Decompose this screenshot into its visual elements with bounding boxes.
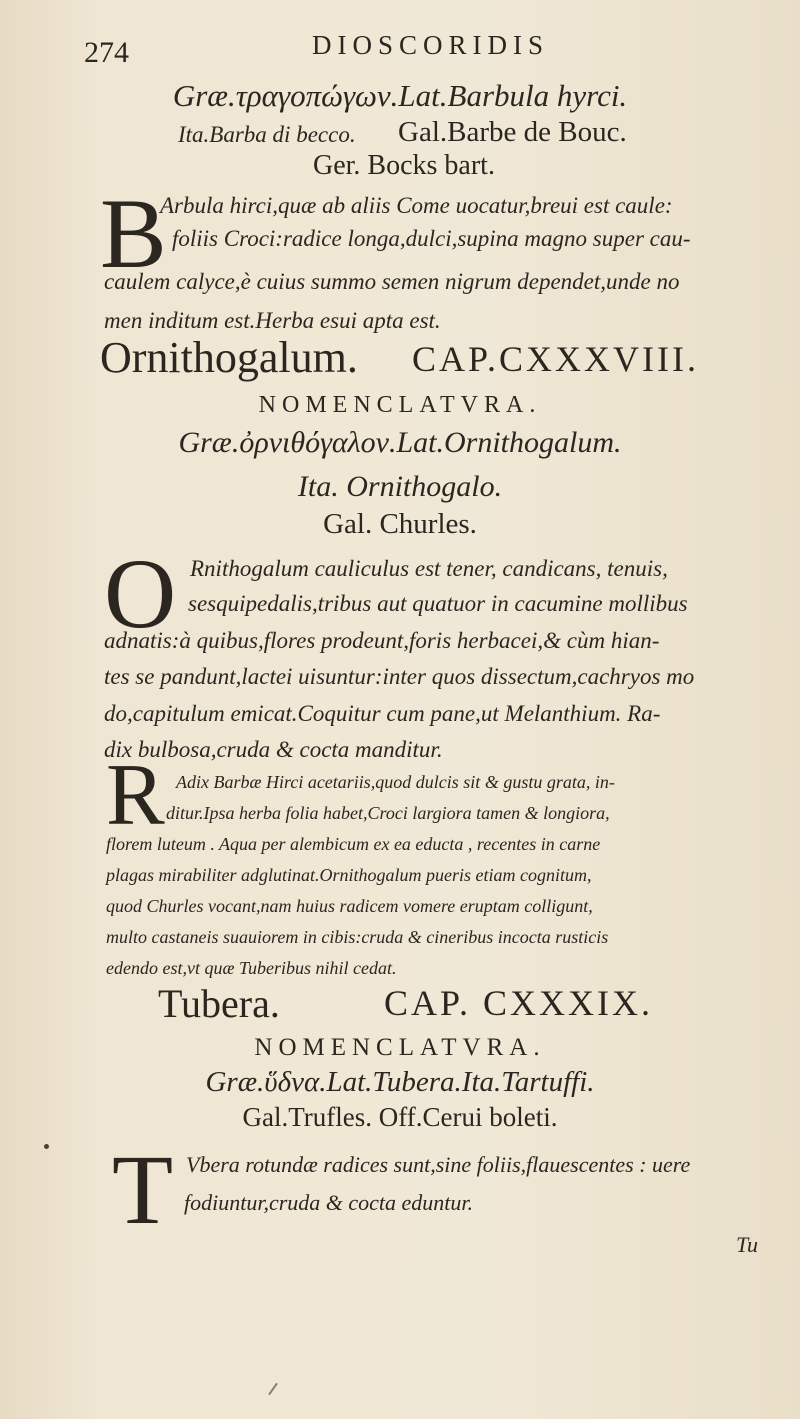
chapter-number: CAP. CXXXIX.	[384, 983, 654, 1023]
nomenclature-line: Ita. Ornithogalo.	[297, 470, 503, 503]
nomenclature-line: Gal.Trufles. Off.Cerui boleti.	[242, 1102, 558, 1132]
chapter-title: Tubera.	[158, 981, 280, 1026]
text-line: foliis Croci:radice longa,dulci,supina magno super cau-	[172, 226, 691, 251]
annotation-line: florem luteum . Aqua per alembicum ex ea educta , recentes in carne	[106, 834, 601, 854]
nomenclature-line: Ita.Barba di becco.	[178, 122, 356, 147]
nomenclature-line: Gal.Barbe de Bouc.	[398, 116, 627, 148]
text-line: men inditum est.Herba esui apta est.	[104, 308, 441, 333]
drop-cap: T	[112, 1134, 174, 1245]
text-line: do,capitulum emicat.Coquitur cum pane,ut Melanthium. Ra-	[104, 701, 661, 726]
text-line: Rnithogalum cauliculus est tener, candicans, tenuis,	[190, 556, 668, 581]
drop-cap: O	[104, 538, 177, 649]
annotation-line: quod Churles vocant,nam huius radicem vomere eruptam colligunt,	[106, 896, 593, 916]
text-line: tes se pandunt,lactei uisuntur:inter quos dissectum,cachryos mo	[104, 664, 695, 689]
nomenclature-line: Græ.ὀρνιθόγαλον.Lat.Ornithogalum.	[178, 426, 622, 459]
text-line: caulem calyce,è cuius summo semen nigrum dependet,unde no	[104, 269, 680, 294]
nomenclatura-heading: NOMENCLATVRA.	[254, 1034, 546, 1061]
catchword: Tu	[736, 1232, 759, 1257]
annotation-line: multo castaneis suauiorem in cibis:cruda & cineribus incocta rusticis	[106, 927, 609, 947]
nomenclature-line-german: Ger. Bocks bart.	[313, 150, 495, 181]
ink-dot	[44, 1144, 49, 1149]
page-number: 274	[84, 36, 129, 69]
nomenclature-line: Græ.ὕδνα.Lat.Tubera.Ita.Tartuffi.	[205, 1066, 595, 1098]
text-line: sesquipedalis,tribus aut quatuor in cacumine mollibus	[188, 591, 688, 616]
chapter-title: Ornithogalum.	[100, 333, 358, 382]
nomenclature-line: Græ.τραγοπώγων.Lat.Barbula hyrci.	[172, 78, 628, 113]
pencil-mark	[268, 1383, 278, 1396]
annotation-line: edendo est,vt quæ Tuberibus nihil cedat.	[106, 958, 397, 978]
text-line: fodiuntur,cruda & cocta eduntur.	[184, 1190, 474, 1215]
drop-cap: R	[106, 747, 165, 844]
running-title: DIOSCORIDIS	[312, 30, 550, 60]
text-line: Vbera rotundæ radices sunt,sine foliis,flauescentes : uere	[186, 1152, 691, 1177]
drop-cap: B	[100, 178, 167, 289]
text-line: dix bulbosa,cruda & cocta manditur.	[104, 737, 443, 762]
text-line: Arbula hirci,quæ ab aliis Come uocatur,breui est caule:	[160, 193, 673, 218]
annotation-line: ditur.Ipsa herba folia habet,Croci largiora tamen & longiora,	[166, 803, 610, 823]
text-line: adnatis:à quibus,flores prodeunt,foris herbacei,& cùm hian-	[104, 628, 660, 653]
chapter-number: CAP.CXXXVIII.	[412, 339, 700, 379]
nomenclatura-heading: NOMENCLATVRA.	[258, 392, 542, 418]
nomenclature-line: Gal. Churles.	[323, 508, 477, 540]
annotation-line: plagas mirabiliter adglutinat.Ornithogalum pueris etiam cognitum,	[106, 865, 592, 885]
annotation-line: Adix Barbæ Hirci acetariis,quod dulcis sit & gustu grata, in-	[176, 772, 615, 792]
